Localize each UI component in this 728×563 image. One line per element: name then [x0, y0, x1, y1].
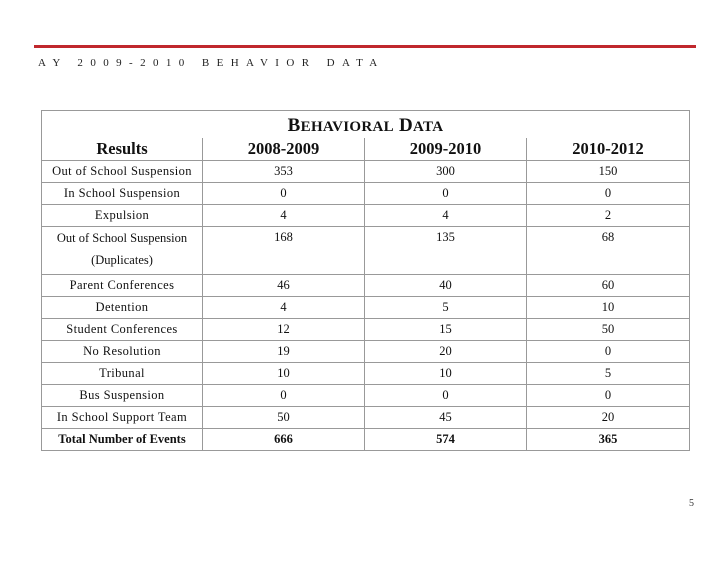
cell-value: 0 [527, 341, 690, 363]
table-row [42, 319, 690, 341]
table-caption-row [42, 111, 690, 139]
cell-value: 168 [203, 227, 365, 275]
table-row [42, 385, 690, 407]
cell-value: 0 [203, 385, 365, 407]
slide-title: AY 2009-2010 BEHAVIOR DATA [38, 57, 385, 69]
table-row [42, 161, 690, 183]
cell-value: 4 [203, 205, 365, 227]
cell-value: 46 [203, 275, 365, 297]
behavior-data-table [41, 110, 690, 451]
total-row [42, 429, 690, 451]
row-label: Out of School Suspension (Duplicates) [42, 227, 203, 275]
cell-value: 50 [527, 319, 690, 341]
cell-value: 40 [365, 275, 527, 297]
table-row [42, 363, 690, 385]
table-row [42, 227, 690, 275]
cell-value: 0 [365, 385, 527, 407]
cell-value: 20 [527, 407, 690, 429]
total-label: Total Number of Events [42, 429, 203, 451]
cell-value: 60 [527, 275, 690, 297]
cell-value: 5 [527, 363, 690, 385]
table-row [42, 183, 690, 205]
cell-value: 10 [527, 297, 690, 319]
row-label: Tribunal [42, 363, 203, 385]
cell-value: 10 [203, 363, 365, 385]
behavior-data-table-container [41, 110, 689, 451]
cell-value: 2 [527, 205, 690, 227]
total-value: 365 [527, 429, 690, 451]
cell-value: 68 [527, 227, 690, 275]
page-number: 5 [689, 498, 694, 509]
cell-value: 10 [365, 363, 527, 385]
cell-value: 5 [365, 297, 527, 319]
row-label: Out of School Suspension [42, 161, 203, 183]
table-row [42, 297, 690, 319]
cell-value: 353 [203, 161, 365, 183]
column-header-2008-2009: 2008-2009 [203, 138, 365, 161]
table-row [42, 275, 690, 297]
cell-value: 300 [365, 161, 527, 183]
cell-value: 4 [365, 205, 527, 227]
cell-value: 0 [365, 183, 527, 205]
total-value: 666 [203, 429, 365, 451]
cell-value: 135 [365, 227, 527, 275]
cell-value: 50 [203, 407, 365, 429]
column-header-results: Results [42, 138, 203, 161]
cell-value: 45 [365, 407, 527, 429]
table-header-row [42, 138, 690, 161]
cell-value: 12 [203, 319, 365, 341]
table-row [42, 205, 690, 227]
column-header-2010-2012: 2010-2012 [527, 138, 690, 161]
row-label: Expulsion [42, 205, 203, 227]
cell-value: 19 [203, 341, 365, 363]
cell-value: 0 [527, 183, 690, 205]
table-row [42, 341, 690, 363]
row-label: In School Support Team [42, 407, 203, 429]
total-value: 574 [365, 429, 527, 451]
cell-value: 20 [365, 341, 527, 363]
row-label: Student Conferences [42, 319, 203, 341]
title-accent-rule [34, 45, 696, 48]
row-label: Detention [42, 297, 203, 319]
column-header-2009-2010: 2009-2010 [365, 138, 527, 161]
row-label: Parent Conferences [42, 275, 203, 297]
table-row [42, 407, 690, 429]
cell-value: 0 [203, 183, 365, 205]
cell-value: 15 [365, 319, 527, 341]
cell-value: 0 [527, 385, 690, 407]
row-label: In School Suspension [42, 183, 203, 205]
row-label: Bus Suspension [42, 385, 203, 407]
row-label: No Resolution [42, 341, 203, 363]
cell-value: 4 [203, 297, 365, 319]
table-caption: BEHAVIORAL DATA [42, 111, 690, 139]
cell-value: 150 [527, 161, 690, 183]
